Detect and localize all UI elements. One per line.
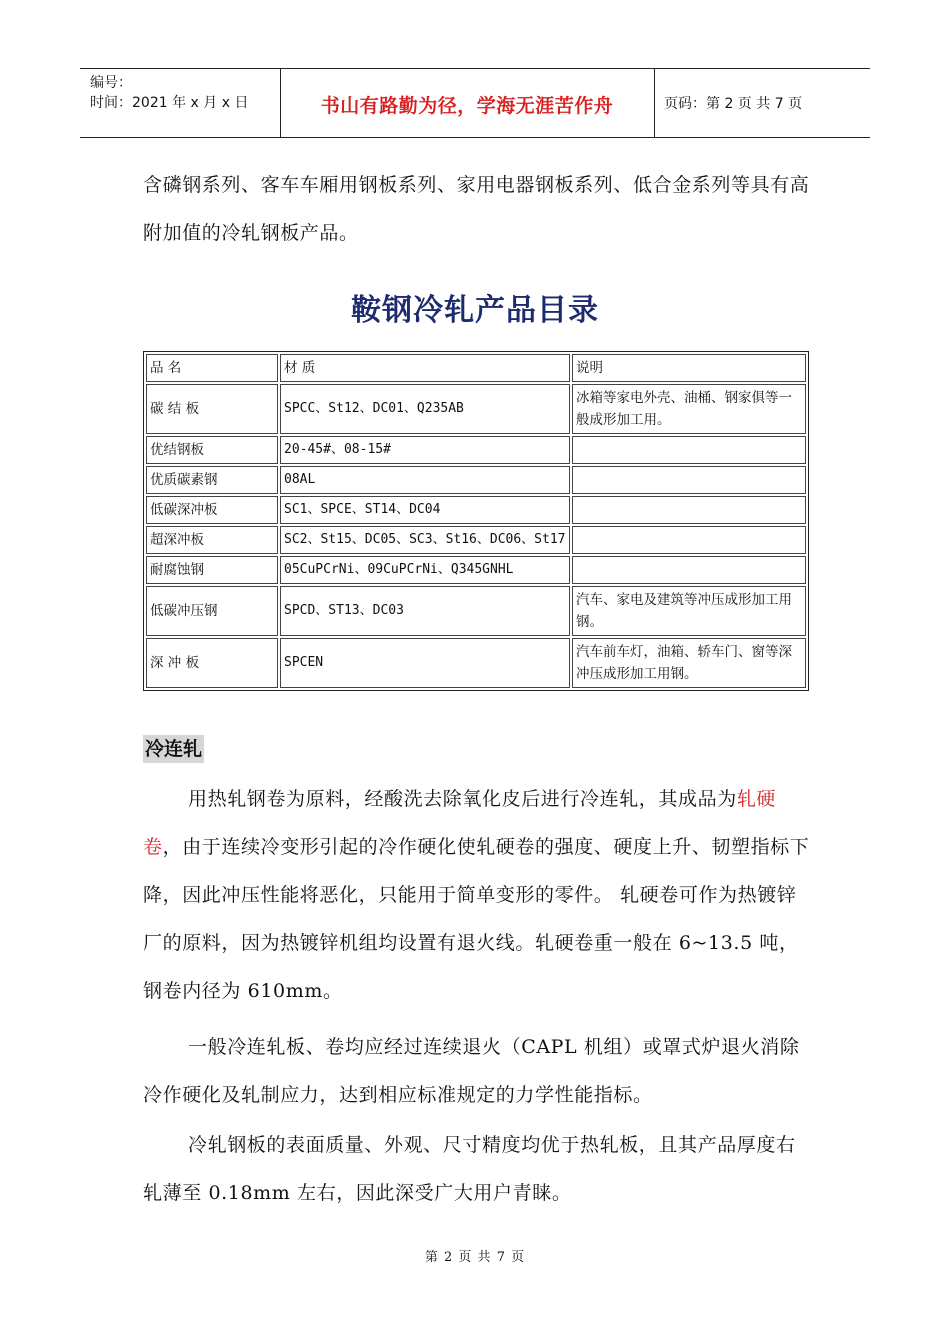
- section-paragraph-1: [143, 775, 813, 1015]
- catalog-table: [143, 351, 809, 691]
- cell-material: SPCC、St12、DC01、Q235AB: [280, 384, 570, 434]
- catalog-title: 鞍钢冷轧产品目录: [351, 293, 599, 328]
- cell-note: 汽车、家电及建筑等冲压成形加工用钢。: [572, 586, 806, 636]
- page-header: [80, 68, 870, 138]
- table-row: [146, 556, 806, 584]
- table-row: [146, 436, 806, 464]
- cell-material: SC1、SPCE、ST14、DC04: [280, 496, 570, 524]
- cell-name: 耐腐蚀钢: [146, 556, 278, 584]
- intro-paragraph: 含磷钢系列、客车车厢用钢板系列、家用电器钢板系列、低合金系列等具有高附加值的冷轧钢板产品。: [143, 174, 810, 244]
- cell-note: 冰箱等家电外壳、油桶、钢家俱等一般成形加工用。: [572, 384, 806, 434]
- column-header-name: 品 名: [146, 354, 278, 382]
- page-footer: 第 2 页 共 7 页: [424, 1250, 526, 1265]
- cell-note: [572, 556, 806, 584]
- cell-name: 超深冲板: [146, 526, 278, 554]
- table-row: [146, 466, 806, 494]
- paragraph-text: ，由于连续冷变形引起的冷作硬化使轧硬卷的强度、硬度上升、韧塑指标下降，因此冲压性能将恶化，只能用于简单变形的零件。 轧硬卷可作为热镀锌厂的原料，因为热镀锌机组均设置有退火线。轧硬卷重一般在 6~13.5 吨，钢卷内径为 610mm。: [143, 836, 810, 1002]
- paragraph-text: 用热轧钢卷为原料，经酸洗去除氧化皮后进行冷连轧，其成品为: [188, 788, 737, 810]
- table-row: [146, 384, 806, 434]
- cell-name: 低碳深冲板: [146, 496, 278, 524]
- header-code-label: 编号：: [90, 75, 132, 91]
- cell-note: [572, 496, 806, 524]
- cell-note: [572, 526, 806, 554]
- highlight-term: 轧硬卷: [143, 788, 777, 858]
- cell-note: [572, 466, 806, 494]
- cell-name: 深 冲 板: [146, 638, 278, 688]
- table-header-row: [146, 354, 806, 382]
- table-row: [146, 496, 806, 524]
- column-header-note: 说明: [572, 354, 806, 382]
- cell-material: SC2、St15、DC05、SC3、St16、DC06、St17: [280, 526, 570, 554]
- section-paragraph-2: 一般冷连轧板、卷均应经过连续退火（CAPL 机组）或罩式炉退火消除冷作硬化及轧制应力，达到相应标准规定的力学性能指标。: [143, 1036, 800, 1106]
- table-row: [146, 526, 806, 554]
- column-header-material: 材 质: [280, 354, 570, 382]
- table-row: [146, 638, 806, 688]
- cell-name: 低碳冲压钢: [146, 586, 278, 636]
- cell-name: 优质碳素钢: [146, 466, 278, 494]
- header-page-info: 页码：第 2 页 共 7 页: [664, 96, 803, 112]
- cell-note: 汽车前车灯，油箱、轿车门、窗等深冲压成形加工用钢。: [572, 638, 806, 688]
- header-time-label: 时间：2021 年 x 月 x 日: [90, 95, 249, 111]
- cell-material: 20-45#、08-15#: [280, 436, 570, 464]
- header-divider: [654, 69, 655, 137]
- header-meta: [90, 73, 248, 113]
- section-heading: 冷连轧: [143, 735, 204, 763]
- cell-material: SPCD、ST13、DC03: [280, 586, 570, 636]
- cell-material: SPCEN: [280, 638, 570, 688]
- cell-material: 05CuPCrNi、09CuPCrNi、Q345GNHL: [280, 556, 570, 584]
- cell-note: [572, 436, 806, 464]
- cell-material: 08AL: [280, 466, 570, 494]
- cell-name: 碳 结 板: [146, 384, 278, 434]
- header-motto: 书山有路勤为径，学海无涯苦作舟: [320, 95, 614, 117]
- cell-name: 优结钢板: [146, 436, 278, 464]
- table-row: [146, 586, 806, 636]
- section-paragraph-3: 冷轧钢板的表面质量、外观、尺寸精度均优于热轧板，且其产品厚度右轧薄至 0.18mm 左右，因此深受广大用户青睐。: [143, 1134, 796, 1204]
